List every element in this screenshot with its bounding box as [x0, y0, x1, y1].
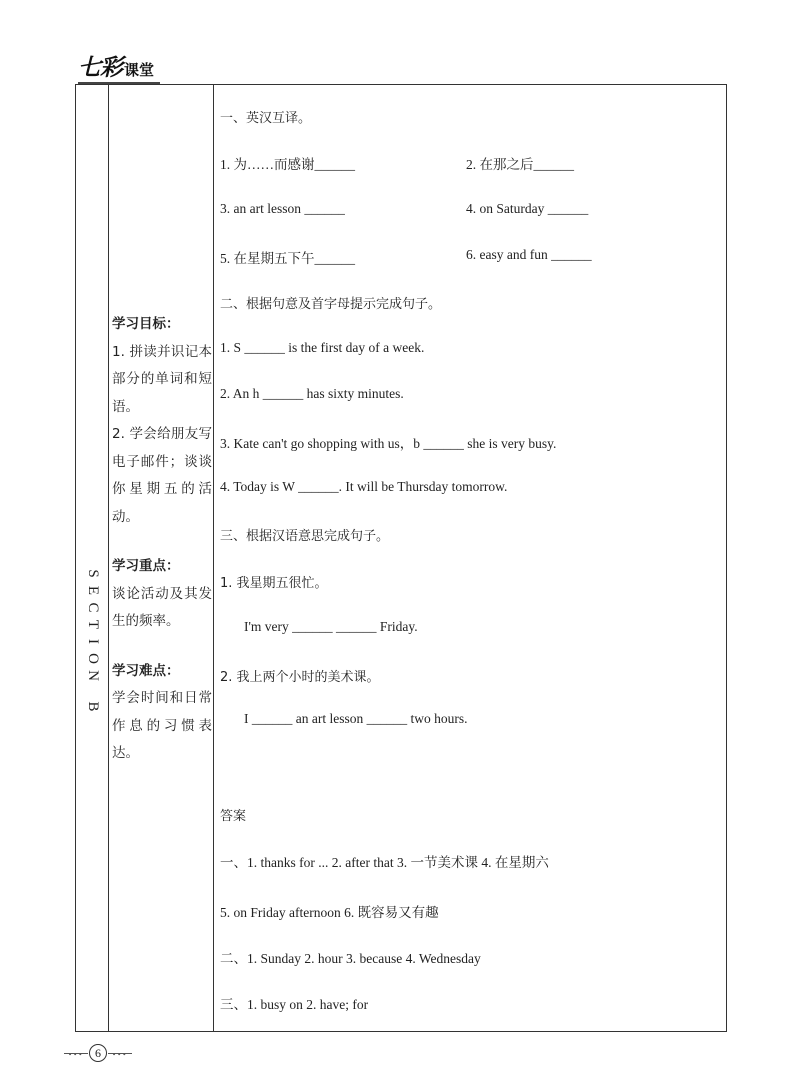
- part2-item-4: 4. Today is W ______. It will be Thursday tomorrow.: [220, 479, 508, 494]
- difficulty-text: 学会时间和日常作息的习惯表达。: [112, 690, 212, 761]
- difficulty-title: 学习难点：: [112, 662, 180, 679]
- section-label-char: I: [84, 639, 101, 644]
- section-label: [76, 565, 108, 715]
- worksheet-table: [75, 84, 727, 1032]
- answer-line-3: 二、1. Sunday 2. hour 3. because 4. Wednesday: [220, 951, 481, 966]
- part3-item-2-en: I ______ an art lesson ______ two hours.: [244, 711, 468, 726]
- section-label-char: B: [84, 701, 101, 712]
- part1-item-2: 2. 在那之后______: [466, 157, 574, 172]
- section-label-char: O: [84, 653, 101, 664]
- part1-title: 一、英汉互译。: [220, 111, 312, 126]
- part1-item-6: 6. easy and fun ______: [466, 247, 592, 262]
- part1-item-4: 4. on Saturday ______: [466, 201, 589, 216]
- answer-line-2: 5. on Friday afternoon 6. 既容易又有趣: [220, 905, 439, 920]
- part2-item-2: 2. An h ______ has sixty minutes.: [220, 386, 404, 401]
- part1-item-3: 3. an art lesson ______: [220, 201, 345, 216]
- section-label-char: S: [84, 569, 101, 578]
- part2-item-3: 3. Kate can't go shopping with us，b ______ she is very busy.: [220, 436, 557, 451]
- brand-name: 七彩: [78, 54, 122, 81]
- goal-item-1: 1. 拼读并识记本部分的单词和短语。: [112, 343, 212, 415]
- section-label-char: N: [84, 670, 101, 681]
- section-label-char: T: [84, 619, 101, 630]
- page-number-right-ornament: •••: [108, 1053, 132, 1054]
- column-divider-1: [108, 85, 109, 1031]
- part3-item-1-en: I'm very ______ ______ Friday.: [244, 619, 418, 634]
- brand-subtitle: 课堂: [124, 61, 155, 79]
- part3-item-1-cn: 1. 我星期五很忙。: [220, 576, 328, 591]
- section-label-char: C: [84, 602, 101, 613]
- part2-item-1: 1. S ______ is the first day of a week.: [220, 340, 425, 355]
- part1-item-5: 5. 在星期五下午______: [220, 251, 355, 266]
- learning-objectives: [112, 311, 212, 768]
- part2-title: 二、根据句意及首字母提示完成句子。: [220, 297, 442, 312]
- part3-title: 三、根据汉语意思完成句子。: [220, 529, 390, 544]
- goal-title: 学习目标：: [112, 316, 180, 332]
- answer-line-4: 三、1. busy on 2. have; for: [220, 997, 369, 1012]
- column-divider-2: [213, 85, 214, 1031]
- focus-title: 学习重点：: [112, 558, 180, 574]
- answers-title: 答案: [220, 809, 247, 824]
- page-number: 6: [89, 1044, 107, 1062]
- section-label-char: E: [84, 585, 101, 596]
- brand-logo: [78, 52, 154, 82]
- part1-item-1: 1. 为……而感谢______: [220, 157, 355, 172]
- focus-text: 谈论活动及其发生的频率。: [112, 585, 212, 629]
- answer-line-1: 一、1. thanks for ... 2. after that 3. 一节美术课 4. 在星期六: [220, 855, 549, 870]
- page-number-left-ornament: •••: [64, 1053, 88, 1054]
- part3-item-2-cn: 2. 我上两个小时的美术课。: [220, 670, 380, 685]
- section-label-char: [85, 683, 99, 700]
- page-number-badge: [64, 1044, 132, 1062]
- goal-item-2: 2. 学会给朋友写电子邮件；谈谈你星期五的活动。: [112, 426, 212, 525]
